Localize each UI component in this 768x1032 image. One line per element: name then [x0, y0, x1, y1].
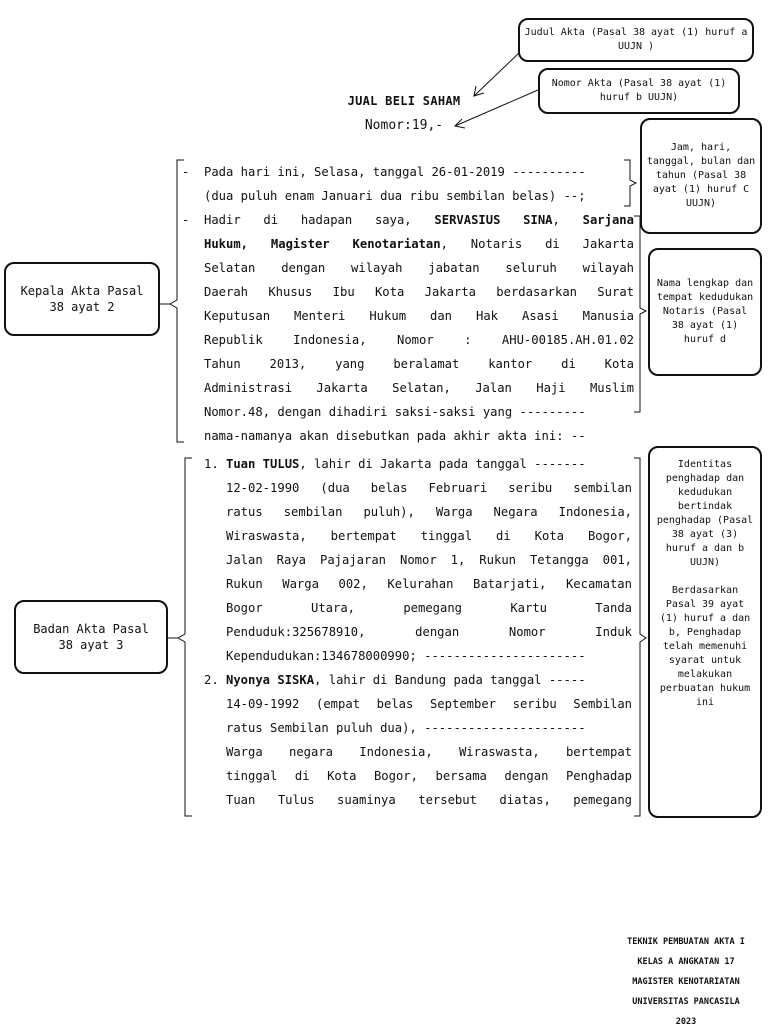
item-number-1: 1.: [204, 457, 219, 471]
callout-judul: Judul Akta (Pasal 38 ayat (1) huruf a UUJN ): [518, 18, 754, 62]
text-line: Administrasi Jakarta Selatan, Jalan Haji Muslim: [204, 381, 634, 395]
text-line: tinggal di Kota Bogor, bersama dengan Penghadap: [226, 769, 632, 783]
text-line: (dua puluh enam Januari dua ribu sembilan belas) --;: [204, 189, 586, 203]
deed-number: Nomor:19,-: [364, 118, 444, 133]
text-line: Tuan TULUS, lahir di Jakarta pada tanggal -------: [226, 457, 586, 471]
callout-nomor: Nomor Akta (Pasal 38 ayat (1) huruf b UUJN): [538, 68, 740, 114]
text-line: Warga negara Indonesia, Wiraswasta, bertempat: [226, 745, 632, 759]
bullet-1: -: [182, 165, 190, 179]
callout-kepala: Kepala Akta Pasal 38 ayat 2: [4, 262, 160, 336]
text-line: Nyonya SISKA, lahir di Bandung pada tanggal -----: [226, 673, 586, 687]
text-line: Wiraswasta, bertempat tinggal di Kota Bogor,: [226, 529, 632, 543]
footer-line: MAGISTER KENOTARIATAN: [632, 977, 740, 987]
callout-badan: Badan Akta Pasal 38 ayat 3: [14, 600, 168, 674]
footer-line: UNIVERSITAS PANCASILA: [632, 997, 740, 1007]
text-line: Pada hari ini, Selasa, tanggal 26-01-2019 ----------: [204, 165, 586, 179]
item-number-2: 2.: [204, 673, 219, 687]
footer-line: TEKNIK PEMBUATAN AKTA I: [627, 937, 745, 947]
footer: [596, 932, 768, 1032]
text-line: Republik Indonesia, Nomor : AHU-00185.AH.01.02: [204, 333, 634, 347]
identitas-text: Identitas penghadap dan kedudukan bertindak penghadap (Pasal 38 ayat (3) huruf a dan b UUJN): [656, 459, 754, 568]
bullet-2: -: [182, 213, 190, 227]
text-line: Hukum, Magister Kenotariatan, Notaris di Jakarta: [204, 237, 635, 251]
text-line: nama-namanya akan disebutkan pada akhir akta ini: --: [204, 429, 586, 443]
text-line: Rukun Warga 002, Kelurahan Batarjati, Kecamatan: [226, 577, 632, 591]
footer-line: 2023: [675, 1017, 697, 1027]
berdasarkan-text: Berdasarkan Pasal 39 ayat (1) huruf a dan b, Penghadap telah memenuhi syarat untuk melakukan perbuatan hukum ini: [659, 585, 751, 708]
text-line: Jalan Raya Pajajaran Nomor 1, Rukun Tetangga 001,: [226, 553, 632, 567]
page-title: JUAL BELI SAHAM: [347, 94, 461, 108]
text-line: Penduduk:325678910, dengan Nomor Induk: [226, 625, 632, 639]
text-line: 12-02-1990 (dua belas Februari seribu sembilan: [226, 481, 632, 495]
text-line: Nomor.48, dengan dihadiri saksi-saksi yang ---------: [204, 405, 586, 419]
text-line: ratus Sembilan puluh dua), ----------------------: [226, 721, 586, 735]
text-line: ratus sembilan puluh), Warga Negara Indonesia,: [226, 505, 632, 519]
text-line: Daerah Khusus Ibu Kota Jakarta berdasarkan Surat: [204, 285, 634, 299]
footer-line: KELAS A ANGKATAN 17: [637, 957, 735, 967]
text-line: 14-09-1992 (empat belas September seribu Sembilan: [226, 697, 632, 711]
text-line: Tahun 2013, yang beralamat kantor di Kota: [204, 357, 634, 371]
text-line: Selatan dengan wilayah jabatan seluruh wilayah: [204, 261, 634, 275]
text-line: Tuan Tulus suaminya tersebut diatas, pemegang: [226, 793, 632, 807]
text-line: Kependudukan:134678000990; ----------------------: [226, 649, 586, 663]
callout-nama: Nama lengkap dan tempat kedudukan Notaris (Pasal 38 ayat (1) huruf d: [648, 248, 762, 376]
callout-identitas: [648, 446, 762, 818]
text-line: Hadir di hadapan saya, SERVASIUS SINA, Sarjana: [204, 213, 634, 227]
text-line: Keputusan Menteri Hukum dan Hak Asasi Manusia: [204, 309, 634, 323]
callout-jam: Jam, hari, tanggal, bulan dan tahun (Pasal 38 ayat (1) huruf C UUJN): [640, 118, 762, 234]
text-line: Bogor Utara, pemegang Kartu Tanda: [226, 601, 632, 615]
